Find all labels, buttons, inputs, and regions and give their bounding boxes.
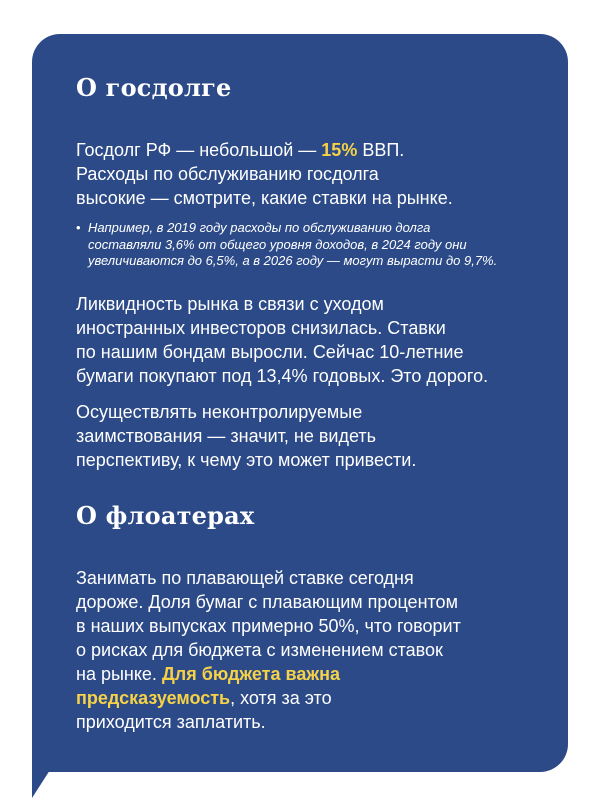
- text-line: высокие — смотрите, какие ставки на рынке.: [76, 188, 453, 208]
- text-line: Ликвидность рынка в связи с уходом: [76, 294, 384, 314]
- text-line: бумаги покупают под 13,4% годовых. Это дорого.: [76, 366, 489, 386]
- note-line: составляли 3,6% от общего уровня доходов, в 2024 году они: [88, 236, 467, 252]
- text-line: приходится заплатить.: [76, 712, 266, 732]
- text-line: заимствования — значит, не видеть: [76, 426, 377, 446]
- gosdolg-paragraph-1: [76, 138, 556, 210]
- text-line: Осуществлять неконтролируемые: [76, 402, 363, 422]
- text-span: , хотя за это: [230, 688, 332, 708]
- speech-bubble-tail: [32, 762, 50, 798]
- gosdolg-paragraph-3: [76, 400, 556, 472]
- text-line: в наших выпусках примерно 50%, что говорит: [76, 616, 461, 636]
- text-line: дороже. Доля бумаг с плавающим процентом: [76, 592, 458, 612]
- text-line: по нашим бондам выросли. Сейчас 10-летние: [76, 342, 464, 362]
- text-line: о рисках для бюджета с изменением ставок: [76, 640, 443, 660]
- note-line: увеличиваются до 6,5%, а в 2026 году — могут вырасти до 9,7%.: [88, 253, 498, 268]
- highlight-text: Для бюджета важна: [161, 664, 340, 684]
- highlight-percent: 15%: [321, 140, 358, 160]
- text-line: иностранных инвесторов снизилась. Ставки: [76, 318, 446, 338]
- footnote-list-item: [76, 220, 558, 270]
- section-heading-gosdolg: О госдолге: [76, 73, 232, 102]
- note-line: Например, в 2019 году расходы по обслуживанию долга: [88, 220, 431, 235]
- floaters-paragraph: [76, 566, 556, 734]
- bullet-icon: •: [76, 220, 81, 235]
- gosdolg-paragraph-2: [76, 292, 556, 388]
- text-line: Расходы по обслуживанию госдолга: [76, 164, 379, 184]
- text-span: на рынке.: [76, 664, 162, 684]
- highlight-text: предсказуемость: [76, 688, 231, 708]
- text-span: Госдолг РФ — небольшой —: [76, 140, 322, 160]
- section-heading-floaters: О флоатерах: [76, 501, 255, 530]
- text-span: ВВП.: [357, 140, 405, 160]
- text-line: Занимать по плавающей ставке сегодня: [76, 568, 414, 588]
- text-line: перспективу, к чему это может привести.: [76, 450, 417, 470]
